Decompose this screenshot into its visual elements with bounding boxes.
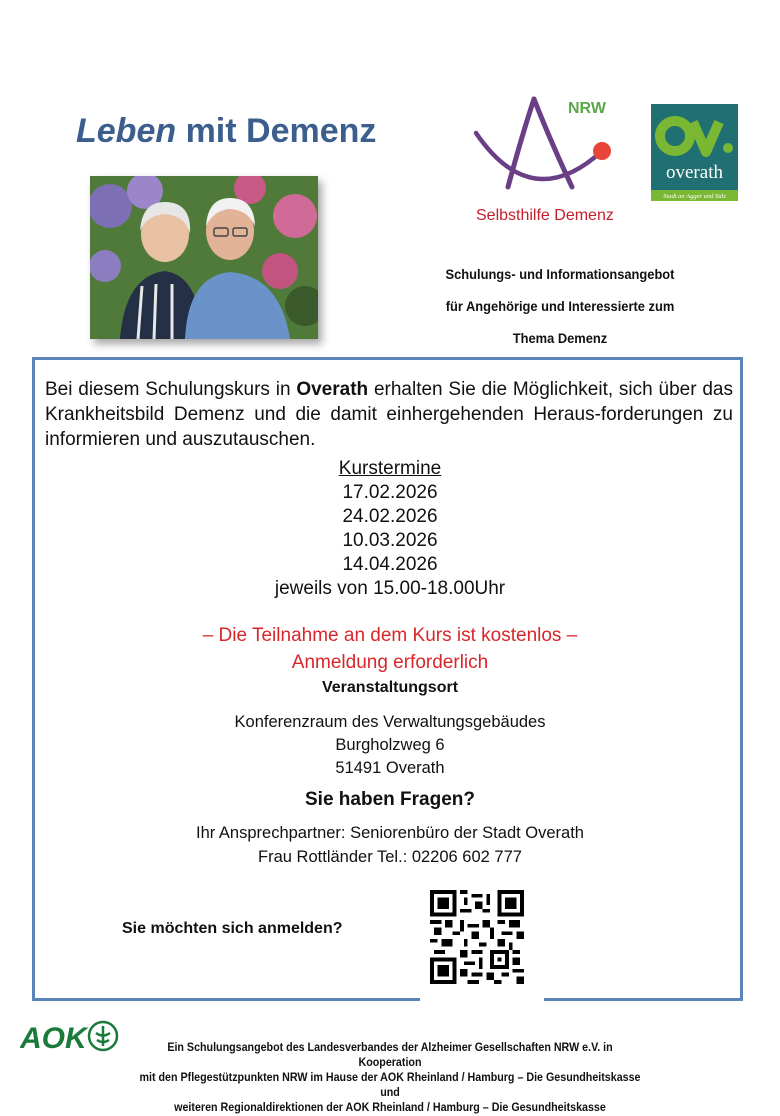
- course-dates-heading: Kurstermine: [338, 458, 442, 479]
- registration-notice: Anmeldung erforderlich: [291, 652, 489, 673]
- aok-logo: [20, 1016, 120, 1056]
- alzheimer-caption: Selbsthilfe Demenz: [476, 207, 614, 224]
- subtitle: [394, 258, 725, 354]
- overath-name: overath: [666, 162, 723, 183]
- footer-line: weiteren Regionaldirektionen der AOK Rheinland / Hamburg – Die Gesundheitskasse: [174, 1102, 606, 1114]
- course-date: 14.04.2026: [342, 554, 438, 575]
- intro-text-end: erhalten Sie die Möglichkeit, sich über das Krankheitsbild Demenz und die damit einhergehenden Heraus-forderungen zu informieren und auszutauschen.: [45, 379, 733, 450]
- title-emphasis: Leben: [76, 112, 177, 150]
- venue-address: [40, 711, 740, 780]
- venue-line: Burgholzweg 6: [335, 736, 445, 754]
- notice: [40, 622, 740, 676]
- couple-photo-illustration: [90, 176, 318, 339]
- nrw-badge: NRW: [568, 100, 606, 117]
- qr-code-icon: [430, 890, 524, 984]
- aok-tree-icon: [20, 1016, 120, 1056]
- intro-text-start: Bei diesem Schulungskurs in: [45, 379, 297, 400]
- register-prompt: Sie möchten sich anmelden?: [122, 920, 343, 937]
- subtitle-line: Schulungs- und Informationsangebot: [445, 266, 675, 282]
- footer-text: [139, 1041, 641, 1116]
- contact-phone: Frau Rottländer Tel.: 02206 602 777: [258, 848, 522, 866]
- course-date: 24.02.2026: [342, 506, 438, 527]
- course-date: 10.03.2026: [342, 530, 438, 551]
- contact-info: [40, 821, 740, 869]
- title-rest: mit Demenz: [185, 112, 377, 150]
- page-title: [76, 112, 376, 151]
- intro-place: Overath: [296, 379, 369, 400]
- alzheimer-nrw-logo: [472, 95, 622, 195]
- course-dates: [40, 457, 740, 601]
- overath-tagline: Stadt an Agger und Sülz: [663, 193, 726, 200]
- footer-line: mit den Pflegestützpunkten NRW im Hause der AOK Rheinland / Hamburg – Die Gesundheitskasse und: [139, 1072, 641, 1099]
- course-time: jeweils von 15.00-18.00Uhr: [274, 578, 506, 599]
- registration-qr-code[interactable]: [430, 890, 524, 984]
- venue-line: Konferenzraum des Verwaltungsgebäudes: [234, 713, 546, 731]
- contact-line: Ihr Ansprechpartner: Seniorenbüro der Stadt Overath: [196, 824, 584, 842]
- venue-line: 51491 Overath: [335, 759, 445, 777]
- subtitle-line: Thema Demenz: [512, 330, 608, 346]
- intro-paragraph: [45, 377, 733, 452]
- subtitle-line: für Angehörige und Interessierte zum: [445, 298, 675, 314]
- course-date: 17.02.2026: [342, 482, 438, 503]
- venue-heading: Veranstaltungsort: [321, 679, 459, 696]
- footer-line: Ein Schulungsangebot des Landesverbandes der Alzheimer Gesellschaften NRW e.V. in Kooperation: [167, 1042, 613, 1069]
- aok-wordmark: AOK: [20, 1022, 87, 1055]
- free-notice: – Die Teilnahme an dem Kurs ist kostenlos –: [202, 625, 578, 646]
- alzheimer-a-icon: [472, 95, 622, 195]
- overath-ov-icon: [651, 104, 738, 201]
- couple-photo: [90, 176, 318, 339]
- overath-logo: [651, 104, 738, 201]
- questions-heading: Sie haben Fragen?: [305, 789, 475, 810]
- frame-gap: [420, 996, 544, 1004]
